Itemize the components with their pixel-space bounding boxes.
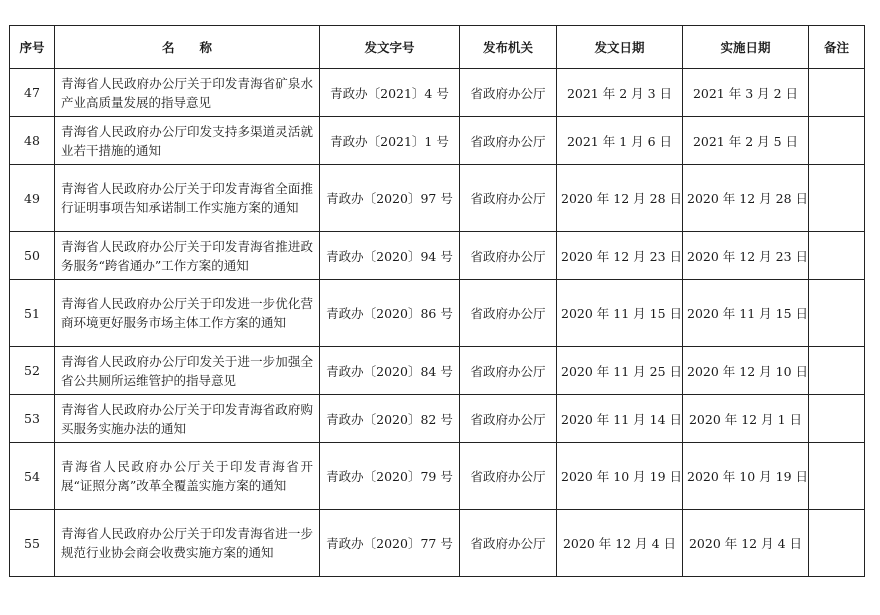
note-cell [809,232,865,280]
issuer-cell: 省政府办公厅 [460,347,557,395]
header-name: 名 称 [55,26,320,69]
table-row [10,347,865,395]
name-cell: 青海省人民政府办公厅关于印发青海省进一步规范行业协会商会收费实施方案的通知 [55,510,320,577]
issue-date-cell: 2020 年 10 月 19 日 [557,443,683,510]
doc-no-cell: 青政办〔2020〕86 号 [320,280,460,347]
issuer-cell: 省政府办公厅 [460,69,557,117]
effective-date-cell: 2021 年 2 月 5 日 [683,117,809,165]
effective-date-cell: 2020 年 11 月 15 日 [683,280,809,347]
note-cell [809,510,865,577]
effective-date-cell: 2020 年 12 月 4 日 [683,510,809,577]
seq-cell: 55 [10,510,55,577]
doc-no-cell: 青政办〔2021〕4 号 [320,69,460,117]
issue-date-cell: 2020 年 11 月 25 日 [557,347,683,395]
name-cell: 青海省人民政府办公厅关于印发进一步优化营商环境更好服务市场主体工作方案的通知 [55,280,320,347]
note-cell [809,280,865,347]
table-row [10,69,865,117]
header-row [10,26,865,69]
issuer-cell: 省政府办公厅 [460,510,557,577]
document-table [9,25,865,577]
note-cell [809,69,865,117]
issuer-cell: 省政府办公厅 [460,165,557,232]
seq-cell: 51 [10,280,55,347]
name-cell: 青海省人民政府办公厅关于印发青海省全面推行证明事项告知承诺制工作实施方案的通知 [55,165,320,232]
header-effective-date: 实施日期 [683,26,809,69]
doc-no-cell: 青政办〔2020〕84 号 [320,347,460,395]
seq-cell: 54 [10,443,55,510]
name-cell: 青海省人民政府办公厅关于印发青海省开展“证照分离”改革全覆盖实施方案的通知 [55,443,320,510]
note-cell [809,165,865,232]
issuer-cell: 省政府办公厅 [460,395,557,443]
table-row [10,232,865,280]
seq-cell: 49 [10,165,55,232]
header-issue-date: 发文日期 [557,26,683,69]
doc-no-cell: 青政办〔2020〕79 号 [320,443,460,510]
note-cell [809,395,865,443]
issue-date-cell: 2021 年 2 月 3 日 [557,69,683,117]
effective-date-cell: 2020 年 12 月 28 日 [683,165,809,232]
issuer-cell: 省政府办公厅 [460,232,557,280]
doc-no-cell: 青政办〔2020〕82 号 [320,395,460,443]
note-cell [809,443,865,510]
issue-date-cell: 2020 年 12 月 28 日 [557,165,683,232]
header-seq: 序号 [10,26,55,69]
table-row [10,510,865,577]
doc-no-cell: 青政办〔2020〕77 号 [320,510,460,577]
issuer-cell: 省政府办公厅 [460,443,557,510]
header-issuer: 发布机关 [460,26,557,69]
header-note: 备注 [809,26,865,69]
issue-date-cell: 2020 年 12 月 23 日 [557,232,683,280]
table-row [10,395,865,443]
seq-cell: 53 [10,395,55,443]
seq-cell: 50 [10,232,55,280]
effective-date-cell: 2020 年 12 月 10 日 [683,347,809,395]
table-row [10,165,865,232]
name-cell: 青海省人民政府办公厅关于印发青海省推进政务服务“跨省通办”工作方案的通知 [55,232,320,280]
note-cell [809,347,865,395]
name-cell: 青海省人民政府办公厅关于印发青海省政府购买服务实施办法的通知 [55,395,320,443]
effective-date-cell: 2020 年 12 月 1 日 [683,395,809,443]
effective-date-cell: 2020 年 12 月 23 日 [683,232,809,280]
name-cell: 青海省人民政府办公厅印发关于进一步加强全省公共厕所运维管护的指导意见 [55,347,320,395]
header-doc-no: 发文字号 [320,26,460,69]
issue-date-cell: 2020 年 12 月 4 日 [557,510,683,577]
doc-no-cell: 青政办〔2020〕94 号 [320,232,460,280]
note-cell [809,117,865,165]
issue-date-cell: 2020 年 11 月 14 日 [557,395,683,443]
seq-cell: 52 [10,347,55,395]
issuer-cell: 省政府办公厅 [460,280,557,347]
table-row [10,117,865,165]
doc-no-cell: 青政办〔2021〕1 号 [320,117,460,165]
effective-date-cell: 2021 年 3 月 2 日 [683,69,809,117]
issue-date-cell: 2021 年 1 月 6 日 [557,117,683,165]
issuer-cell: 省政府办公厅 [460,117,557,165]
name-cell: 青海省人民政府办公厅印发支持多渠道灵活就业若干措施的通知 [55,117,320,165]
table-row [10,443,865,510]
doc-no-cell: 青政办〔2020〕97 号 [320,165,460,232]
name-cell: 青海省人民政府办公厅关于印发青海省矿泉水产业高质量发展的指导意见 [55,69,320,117]
table-row [10,280,865,347]
seq-cell: 47 [10,69,55,117]
seq-cell: 48 [10,117,55,165]
issue-date-cell: 2020 年 11 月 15 日 [557,280,683,347]
effective-date-cell: 2020 年 10 月 19 日 [683,443,809,510]
